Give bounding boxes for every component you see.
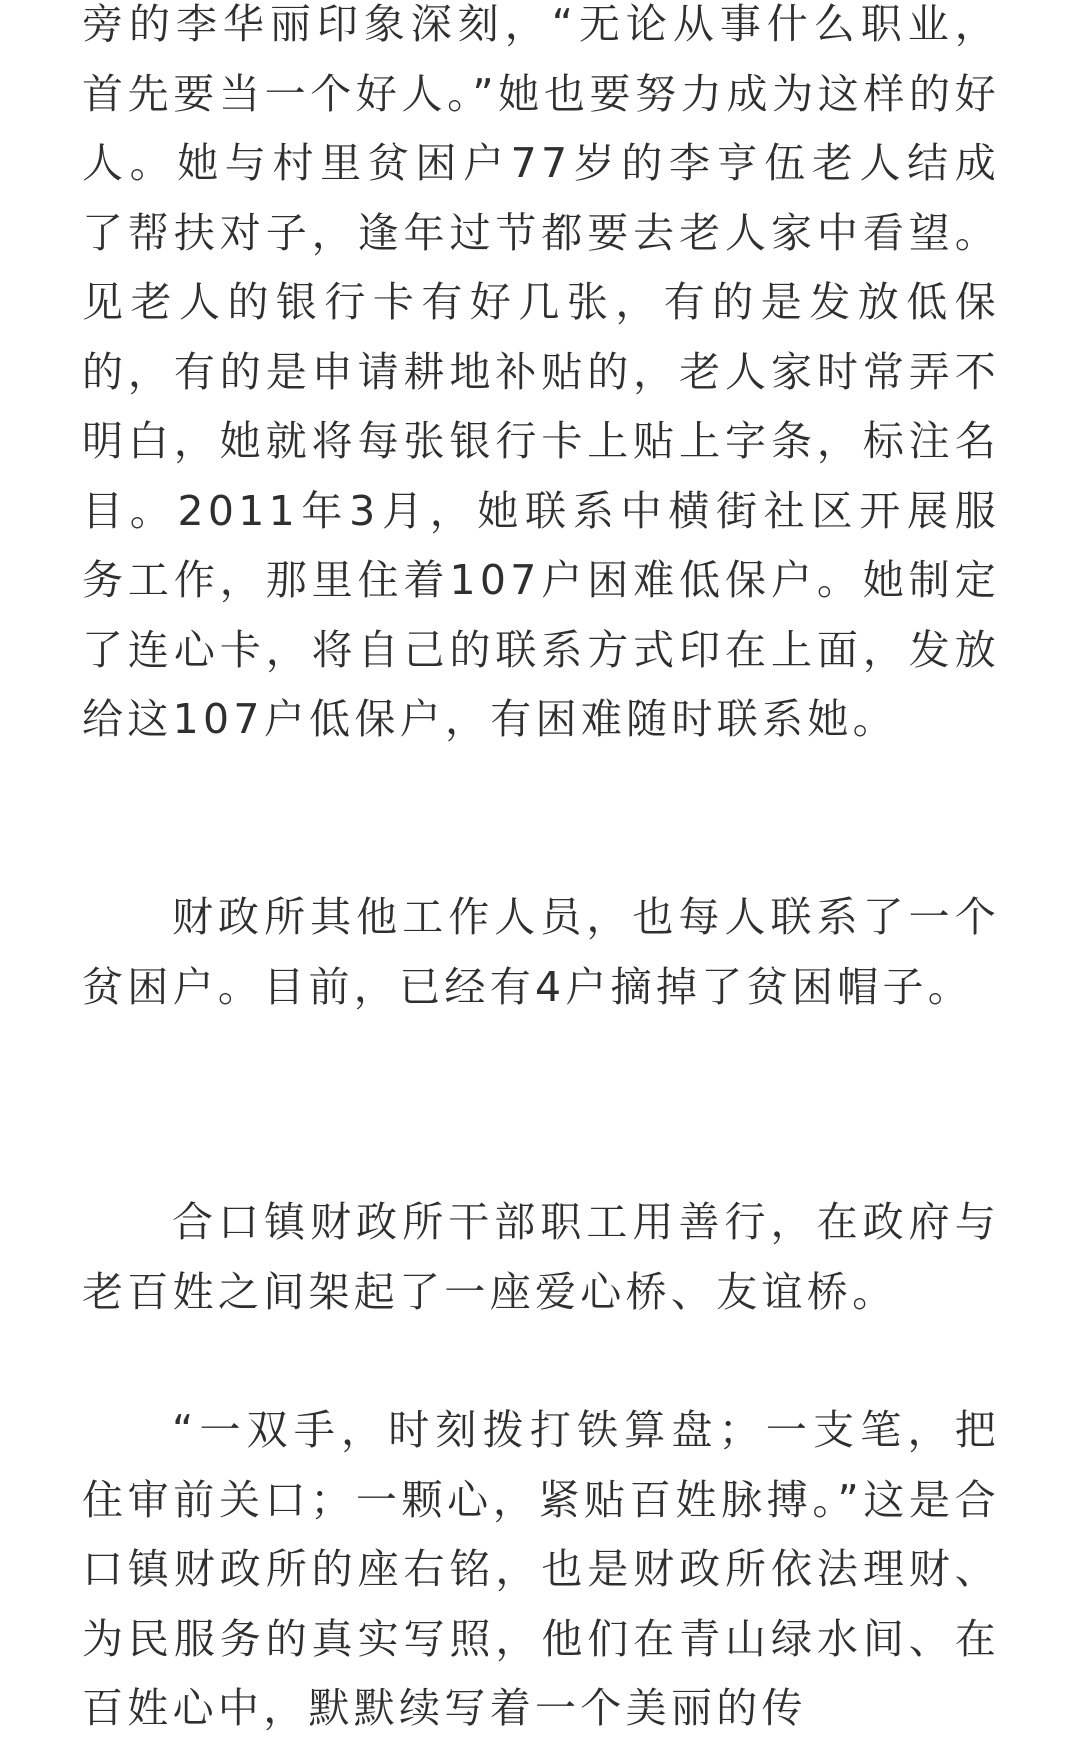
paragraph-2: 财政所其他工作人员，也每人联系了一个贫困户。目前，已经有4户摘掉了贫困帽子。 <box>82 893 1000 1011</box>
paragraph-1: 旁的李华丽印象深刻，“无论从事什么职业，首先要当一个好人。”她也要努力成为这样的好人。她与村里贫困户77岁的李亨伍老人结成了帮扶对子，逢年过节都要去老人家中看望。见老人的银行卡有好几张，有的是发放低保的，有的是申请耕地补贴的，老人家时常弄不明白，她就将每张银行卡上贴上字条，标注名目。2011年3月，她联系中横街社区开展服务工作，那里住着107户困难低保户。她制定了连心卡，将自己的联系方式印在上面，发放给这107户低保户，有困难随时联系她。 <box>82 0 1000 743</box>
paragraph-4: “一双手，时刻拨打铁算盘；一支笔，把住审前关口；一颗心，紧贴百姓脉搏。”这是合口镇财政所的座右铭，也是财政所依法理财、为民服务的真实写照，他们在青山绿水间、在百姓心中，默默续写着一个美丽的传 <box>82 1406 1000 1732</box>
paragraph-3: 合口镇财政所干部职工用善行，在政府与老百姓之间架起了一座爱心桥、友谊桥。 <box>82 1198 1000 1316</box>
